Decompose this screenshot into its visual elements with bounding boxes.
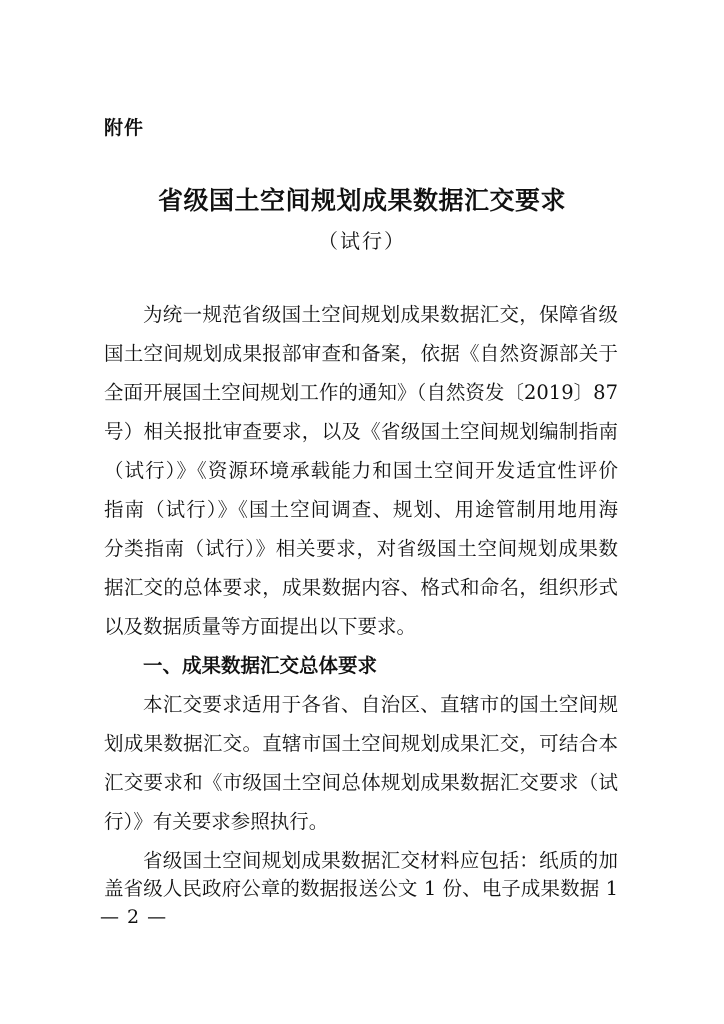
document-title: 省级国土空间规划成果数据汇交要求 <box>157 186 566 215</box>
attachment-label: 附件 <box>104 117 145 139</box>
paragraph-2-line: 划成果数据汇交。直辖市国土空间规划成果汇交，可结合本 <box>104 732 618 755</box>
document-subtitle: （试行） <box>318 229 406 253</box>
paragraph-3-line: 省级国土空间规划成果数据汇交材料应包括：纸质的加 <box>143 849 618 872</box>
paragraph-1-line: 以及数据质量等方面提出以下要求。 <box>104 615 417 638</box>
paragraph-1-line: （试行）》《资源环境承载能力和国土空间开发适宜性评价 <box>104 459 618 482</box>
page-number: — 2 — <box>100 906 168 928</box>
paragraph-1-line: 号）相关报批审查要求，以及《省级国土空间规划编制指南 <box>104 420 618 443</box>
section-heading: 一、成果数据汇交总体要求 <box>143 654 378 677</box>
paragraph-1-line: 全面开展国土空间规划工作的通知》（自然资发〔2019〕87 <box>104 381 618 404</box>
paragraph-3-line: 盖省级人民政府公章的数据报送公文 1 份、电子成果数据 1 <box>104 877 618 900</box>
paragraph-1-line: 分类指南（试行）》相关要求，对省级国土空间规划成果数 <box>104 537 618 560</box>
paragraph-1-line: 国土空间规划成果报部审查和备案，依据《自然资源部关于 <box>104 342 618 365</box>
paragraph-1-line: 为统一规范省级国土空间规划成果数据汇交，保障省级 <box>143 303 618 326</box>
paragraph-2-line: 本汇交要求适用于各省、自治区、直辖市的国土空间规 <box>143 693 618 716</box>
paragraph-2-line: 行）》有关要求参照执行。 <box>104 810 329 833</box>
paragraph-1-line: 据汇交的总体要求，成果数据内容、格式和命名，组织形式 <box>104 576 618 599</box>
paragraph-2-line: 汇交要求和《市级国土空间总体规划成果数据汇交要求（试 <box>104 771 618 794</box>
paragraph-1-line: 指南（试行）》《国土空间调查、规划、用途管制用地用海 <box>104 498 618 521</box>
